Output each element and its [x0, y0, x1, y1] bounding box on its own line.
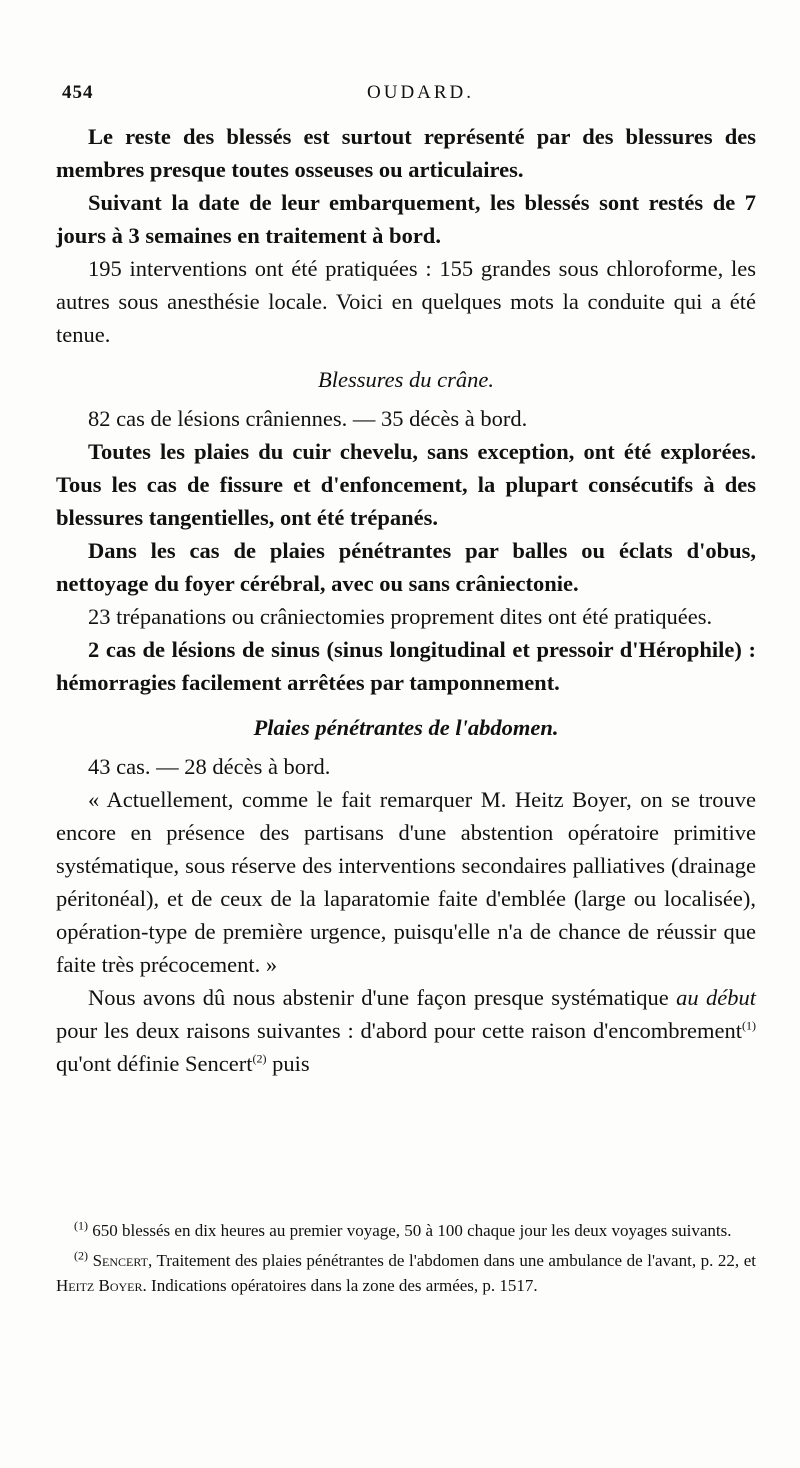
main-text — [56, 120, 756, 1080]
footnote: $^{(1)}$ 650 blessés en dix heures au premier voyage, 50 à 100 chaque jour les deux voyages suivants. — [74, 1218, 732, 1240]
paragraph: Le reste des blessés est surtout représenté par des blessures des membres presque toutes osseuses ou articulaires. — [56, 124, 756, 182]
paragraph: 195 interventions ont été pratiquées : 155 grandes sous chloroforme, les autres sous anesthésie locale. Voici en quelques mots la conduite qui a été tenue. — [56, 256, 756, 347]
paragraph: 82 cas de lésions crâniennes. — 35 décès à bord. — [88, 406, 528, 431]
paragraph: 43 cas. — 28 décès à bord. — [88, 754, 331, 779]
footnote: $^{(2)}$ Sencert, Traitement des plaies pénétrantes de l'abdomen dans une ambulance de l'avant, p. 22, et Heitz Boyer. Indications opératoires dans la zone des armées, p. 1517. — [56, 1248, 756, 1295]
section-heading-abdomen: Plaies pénétrantes de l'abdomen. — [253, 715, 559, 740]
author-name: Sencert — [92, 1251, 148, 1270]
author-name: Heitz Boyer — [56, 1276, 143, 1295]
paragraph: 23 trépanations ou crâniectomies proprement dites ont été pratiquées. — [88, 604, 713, 629]
paragraph-with-notes: Nous avons dû nous abstenir d'une façon presque systématique au début pour les deux raisons suivantes : d'abord pour cette raison d'encombrement$^{(1)}$ qu'ont définie Sencert$^{(2)}$ puis — [56, 985, 756, 1076]
footnote-ref[interactable]: (2) — [252, 1051, 267, 1066]
italic-phrase: au début — [676, 985, 756, 1010]
footnote-mark: (2) — [74, 1248, 88, 1263]
footnotes — [56, 1218, 756, 1303]
running-title: OUDARD. — [367, 82, 475, 103]
paragraph: 2 cas de lésions de sinus (sinus longitudinal et pressoir d'Hérophile) : hémorragies facilement arrêtées par tamponnement. — [56, 637, 756, 695]
paragraph: Dans les cas de plaies pénétrantes par balles ou éclats d'obus, nettoyage du foyer cérébral, avec ou sans crâniectonie. — [56, 538, 756, 596]
paragraph: « Actuellement, comme le fait remarquer M. Heitz Boyer, on se trouve encore en présence des partisans d'une abstention opératoire primitive systématique, sous réserve des interventions secondaires palliatives (drainage péritonéal), et de ceux de la laparatomie faite d'emblée (large ou localisée), opération-type de première urgence, puisqu'elle n'a de chance de réussir que faite très précocement. » — [56, 787, 756, 977]
paragraph: Suivant la date de leur embarquement, les blessés sont restés de 7 jours à 3 semaines en traitement à bord. — [56, 190, 756, 248]
page-number: 454 — [62, 82, 94, 103]
paragraph: Toutes les plaies du cuir chevelu, sans exception, ont été explorées. Tous les cas de fissure et d'enfoncement, la plupart consécutifs à des blessures tangentielles, ont été trépanés. — [56, 439, 756, 530]
page-header — [62, 82, 742, 110]
footnote-mark: (1) — [74, 1218, 88, 1233]
section-heading-skull: Blessures du crâne. — [317, 367, 494, 392]
footnote-ref[interactable]: (1) — [742, 1018, 756, 1033]
